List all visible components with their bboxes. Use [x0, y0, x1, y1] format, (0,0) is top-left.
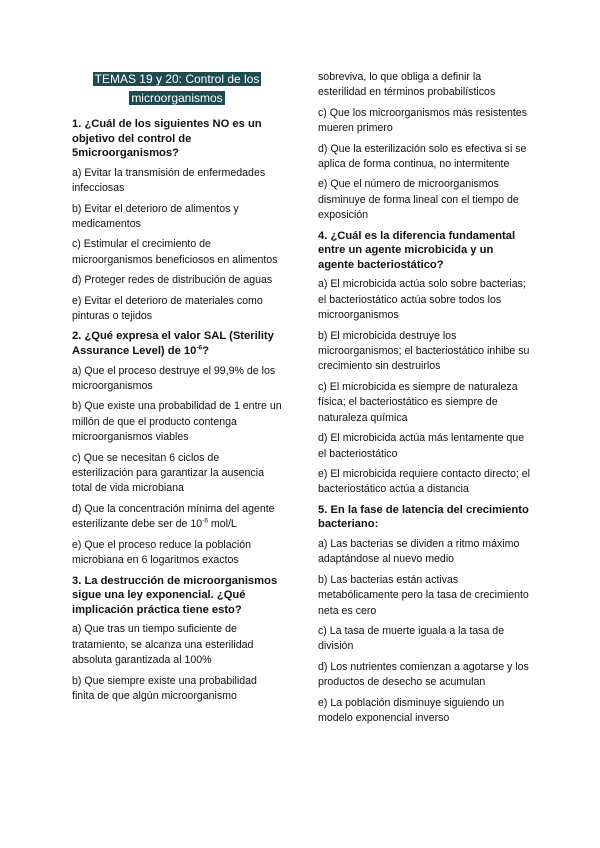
answer-option: c) El microbicida es siempre de naturaleza física; el bacteriostático es siempre de naturaleza química: [318, 380, 518, 424]
left-column-content: [72, 117, 282, 704]
answer-option: b) Que siempre existe una probabilidad finita de que algún microorganismo: [72, 674, 257, 702]
answer-option: e) La población disminuye siguiendo un modelo exponencial inverso: [318, 696, 505, 724]
answer-option: d) Proteger redes de distribución de aguas: [72, 274, 273, 287]
answer-option: e) Que el número de microorganismos disminuye de forma lineal con el tiempo de exposición: [318, 178, 519, 222]
answer-option: b) Evitar el deterioro de alimentos y medicamentos: [72, 202, 239, 230]
answer-option: c) Estimular el crecimiento de microorganismos beneficiosos en alimentos: [72, 238, 278, 266]
superscript-exponent: -6: [196, 344, 203, 352]
answer-option: c) La tasa de muerte iguala a la tasa de división: [318, 624, 505, 653]
text-segment: ?: [202, 345, 209, 358]
answer-option: a) Evitar la transmisión de enfermedades infecciosas: [72, 166, 266, 195]
text-segment: mol/L: [207, 518, 237, 531]
answer-option: b) Que existe una probabilidad de 1 entre un millón de que el producto contenga microorganismos viables: [72, 400, 282, 444]
answer-option: sobreviva, lo que obliga a definir la esterilidad en términos probabilísticos: [318, 71, 496, 99]
answer-option: b) El microbicida destruye los microorganismos; el bacteriostático inhibe su crecimiento sin destruirlos: [318, 329, 530, 373]
text-segment: d) Que la concentración mínima del agente esterilizante debe ser de 10: [72, 502, 275, 531]
answer-option: e) Que el proceso reduce la población microbiana en 6 logaritmos exactos: [72, 538, 252, 567]
answer-option: a) El microbicida actúa solo sobre bacterias; el bacteriostático actúa sobre todos los microorganismos: [318, 278, 526, 322]
text-segment: 2. ¿Qué expresa el valor SAL (Sterility Assurance Level) de 10: [72, 330, 274, 358]
page-title: TEMAS 19 y 20: Control de los microorganismos: [94, 72, 260, 105]
question-heading: 3. La destrucción de microorganismos sigue una ley exponencial. ¿Qué implicación práctica tiene esto?: [72, 574, 278, 616]
answer-option: b) Las bacterias están activas metabólicamente pero la tasa de crecimiento neta es cero: [318, 573, 529, 617]
answer-option: c) Que se necesitan 6 ciclos de esterilización para garantizar la ausencia total de vida microbiana: [72, 451, 264, 495]
question-heading: 4. ¿Cuál es la diferencia fundamental entre un agente microbicida y un agente bacteriostático?: [318, 229, 516, 271]
title-block: [72, 70, 282, 107]
answer-option: e) Evitar el deterioro de materiales como pinturas o tejidos: [72, 294, 263, 323]
question-heading: [72, 329, 282, 358]
answer-option: [72, 502, 282, 533]
question-heading: 5. En la fase de latencia del crecimiento bacteriano:: [318, 503, 529, 531]
answer-option: d) El microbicida actúa más lentamente que el bacteriostático: [318, 432, 525, 460]
answer-option: e) El microbicida requiere contacto directo; el bacteriostático actúa a distancia: [318, 467, 530, 496]
question-heading: 1. ¿Cuál de los siguientes NO es un objetivo del control de 5microorganismos?: [72, 118, 262, 160]
answer-option: a) Las bacterias se dividen a ritmo máximo adaptándose al nuevo medio: [318, 537, 520, 566]
answer-option: d) Los nutrientes comienzan a agotarse y los productos de desecho se acumulan: [318, 660, 529, 689]
answer-option: c) Que los microorganismos más resistentes mueren primero: [318, 106, 527, 135]
right-column: [318, 70, 530, 731]
left-column: [72, 70, 282, 709]
answer-option: d) Que la esterilización solo es efectiva si se aplica de forma continua, no intermitente: [318, 142, 527, 171]
answer-option: a) Que el proceso destruye el 99,9% de los microorganismos: [72, 364, 276, 393]
answer-option: a) Que tras un tiempo suficiente de tratamiento, se alcanza una esterilidad absoluta garantizada al 100%: [72, 623, 254, 667]
right-column-content: [318, 70, 530, 726]
superscript-exponent: -6: [202, 517, 208, 525]
